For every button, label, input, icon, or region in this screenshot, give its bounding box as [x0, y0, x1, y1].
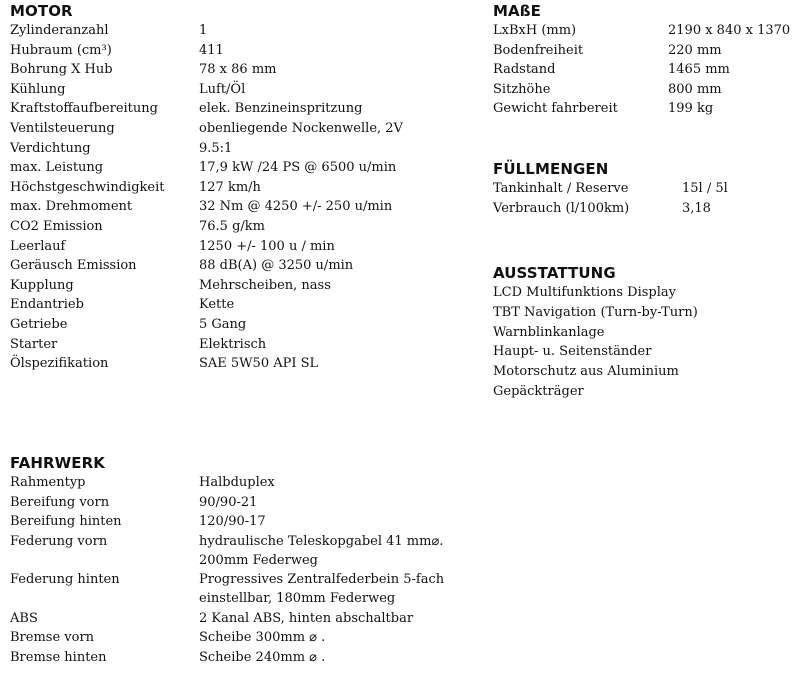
spec-value: 2190 x 840 x 1370	[668, 23, 791, 38]
spec-label: max. Leistung	[10, 160, 104, 176]
spec-value: 199 kg	[668, 101, 714, 117]
spec-value	[199, 628, 325, 648]
spec-row	[10, 119, 403, 139]
spec-label: Federung hinten	[10, 572, 120, 588]
ausstattung-list	[493, 283, 698, 402]
spec-label: Bodenfreiheit	[493, 42, 584, 58]
motor-section	[10, 1, 403, 374]
spec-value-line: 90/90-21	[199, 494, 258, 510]
spec-value-line: 120/90-17	[199, 514, 266, 530]
spec-label: Kupplung	[10, 277, 74, 293]
spec-value: 32 Nm @ 4250 +/- 250 u/min	[199, 199, 393, 215]
spec-label: Starter	[10, 336, 58, 352]
spec-row	[10, 158, 403, 178]
spec-value-line: 200mm Federweg	[199, 552, 318, 568]
spec-label: Höchstgeschwindigkeit	[10, 179, 165, 195]
spec-value: 5 Gang	[199, 316, 247, 332]
spec-label: Bremse hinten	[10, 649, 107, 665]
spec-row	[10, 493, 444, 513]
spec-label: Zylinderanzahl	[10, 23, 109, 38]
spec-label: ABS	[10, 610, 38, 626]
list-item: Gepäckträger	[493, 383, 584, 399]
spec-value: 1250 +/- 100 u / min	[199, 238, 335, 254]
spec-row	[10, 139, 403, 159]
spec-value-line: Scheibe 300mm ⌀ .	[199, 630, 326, 646]
spec-row	[10, 237, 403, 257]
spec-value	[199, 532, 443, 571]
motor-spec-list	[10, 21, 403, 374]
spec-value: 17,9 kW /24 PS @ 6500 u/min	[199, 160, 397, 176]
spec-row	[10, 295, 403, 315]
spec-value: 800 mm	[668, 81, 722, 97]
spec-value: Mehrscheiben, nass	[199, 277, 331, 293]
spec-value: SAE 5W50 API SL	[199, 356, 319, 372]
ausstattung-heading: AUSSTATTUNG	[493, 264, 616, 282]
list-item: LCD Multifunktions Display	[493, 285, 677, 300]
masse-section	[493, 1, 790, 119]
spec-value	[199, 609, 413, 629]
spec-row	[10, 99, 403, 119]
spec-label: LxBxH (mm)	[493, 23, 577, 38]
list-item: TBT Navigation (Turn-by-Turn)	[493, 304, 698, 320]
fuellmengen-section	[493, 159, 728, 218]
list-item: Warnblinkanlage	[493, 324, 605, 340]
spec-value-line: einstellbar, 180mm Federweg	[199, 591, 396, 607]
spec-row	[10, 21, 403, 41]
spec-label: Federung vorn	[10, 533, 108, 549]
spec-row	[493, 99, 790, 119]
spec-label: Hubraum (cm³)	[10, 42, 112, 58]
spec-row	[10, 532, 444, 571]
spec-label: Bereifung hinten	[10, 514, 122, 530]
spec-row	[493, 60, 790, 80]
spec-value	[199, 570, 444, 609]
spec-row	[10, 512, 444, 532]
spec-value: obenliegende Nockenwelle, 2V	[199, 120, 403, 136]
spec-value-line: Progressives Zentralfederbein 5-fach	[199, 572, 445, 588]
spec-value-line: hydraulische Teleskopgabel 41 mm⌀.	[199, 533, 444, 549]
motor-heading: MOTOR	[10, 2, 73, 20]
spec-row	[493, 21, 790, 41]
fahrwerk-section	[10, 453, 444, 668]
list-item: Motorschutz aus Aluminium	[493, 364, 679, 380]
spec-label: max. Drehmoment	[10, 199, 133, 215]
spec-value: 411	[199, 42, 224, 58]
spec-row	[10, 648, 444, 668]
spec-row	[10, 197, 403, 217]
spec-value: Luft/Öl	[199, 81, 246, 97]
spec-value	[199, 512, 266, 532]
ausstattung-section	[493, 263, 698, 402]
spec-row	[493, 199, 728, 219]
fuellmengen-spec-list	[493, 179, 728, 218]
spec-label: Ventilsteuerung	[10, 120, 115, 136]
spec-value: 3,18	[682, 200, 711, 216]
spec-label: Bereifung vorn	[10, 494, 110, 510]
spec-label: Radstand	[493, 62, 556, 78]
spec-value: elek. Benzineinspritzung	[199, 101, 363, 117]
spec-value-line: Scheibe 240mm ⌀ .	[199, 649, 326, 665]
spec-row	[493, 179, 728, 199]
spec-value	[199, 493, 257, 513]
spec-label: Leerlauf	[10, 238, 66, 254]
spec-label: Getriebe	[10, 316, 68, 332]
spec-value-line: Halbduplex	[199, 475, 275, 490]
spec-row	[10, 354, 403, 374]
spec-row	[10, 335, 403, 355]
spec-row	[10, 315, 403, 335]
spec-value: 9.5:1	[199, 140, 233, 156]
spec-label: CO2 Emission	[10, 218, 103, 234]
spec-label: Bremse vorn	[10, 630, 95, 646]
spec-value	[199, 473, 275, 493]
spec-row	[10, 570, 444, 609]
spec-label: Gewicht fahrbereit	[493, 101, 618, 117]
spec-row	[10, 178, 403, 198]
spec-value: 76.5 g/km	[199, 218, 265, 234]
spec-label: Endantrieb	[10, 297, 84, 313]
spec-row	[10, 41, 403, 61]
spec-row	[493, 80, 790, 100]
spec-value: 127 km/h	[199, 179, 261, 195]
spec-label: Tankinhalt / Reserve	[493, 181, 629, 196]
spec-row	[10, 276, 403, 296]
spec-value: Kette	[199, 297, 235, 313]
spec-row	[10, 217, 403, 237]
spec-row	[10, 628, 444, 648]
spec-label: Verbrauch (l/100km)	[493, 200, 630, 216]
spec-label: Kraftstoffaufbereitung	[10, 101, 158, 117]
spec-label: Verdichtung	[10, 140, 91, 156]
spec-value: 1465 mm	[668, 62, 730, 78]
spec-value-line: 2 Kanal ABS, hinten abschaltbar	[199, 610, 414, 626]
spec-label: Sitzhöhe	[493, 81, 551, 97]
spec-label: Ölspezifikation	[10, 356, 109, 372]
spec-value: 15l / 5l	[682, 181, 728, 196]
spec-value: 88 dB(A) @ 3250 u/min	[199, 258, 354, 274]
spec-row	[10, 60, 403, 80]
fahrwerk-heading: FAHRWERK	[10, 454, 106, 472]
spec-row	[10, 80, 403, 100]
spec-value: 220 mm	[668, 42, 722, 58]
fuellmengen-heading: FÜLLMENGEN	[493, 160, 609, 178]
spec-row	[493, 41, 790, 61]
spec-value: Elektrisch	[199, 336, 267, 352]
masse-spec-list	[493, 21, 790, 119]
spec-label: Geräusch Emission	[10, 258, 137, 274]
spec-value: 1	[199, 23, 208, 38]
spec-label: Rahmentyp	[10, 475, 86, 490]
fahrwerk-spec-list	[10, 473, 444, 668]
spec-label: Kühlung	[10, 81, 66, 97]
masse-heading: MAßE	[493, 2, 541, 20]
list-item: Haupt- u. Seitenständer	[493, 344, 652, 360]
spec-row	[10, 609, 444, 629]
spec-row	[10, 473, 444, 493]
spec-value: 78 x 86 mm	[199, 62, 277, 78]
spec-row	[10, 256, 403, 276]
spec-value	[199, 648, 325, 668]
spec-label: Bohrung X Hub	[10, 62, 113, 78]
